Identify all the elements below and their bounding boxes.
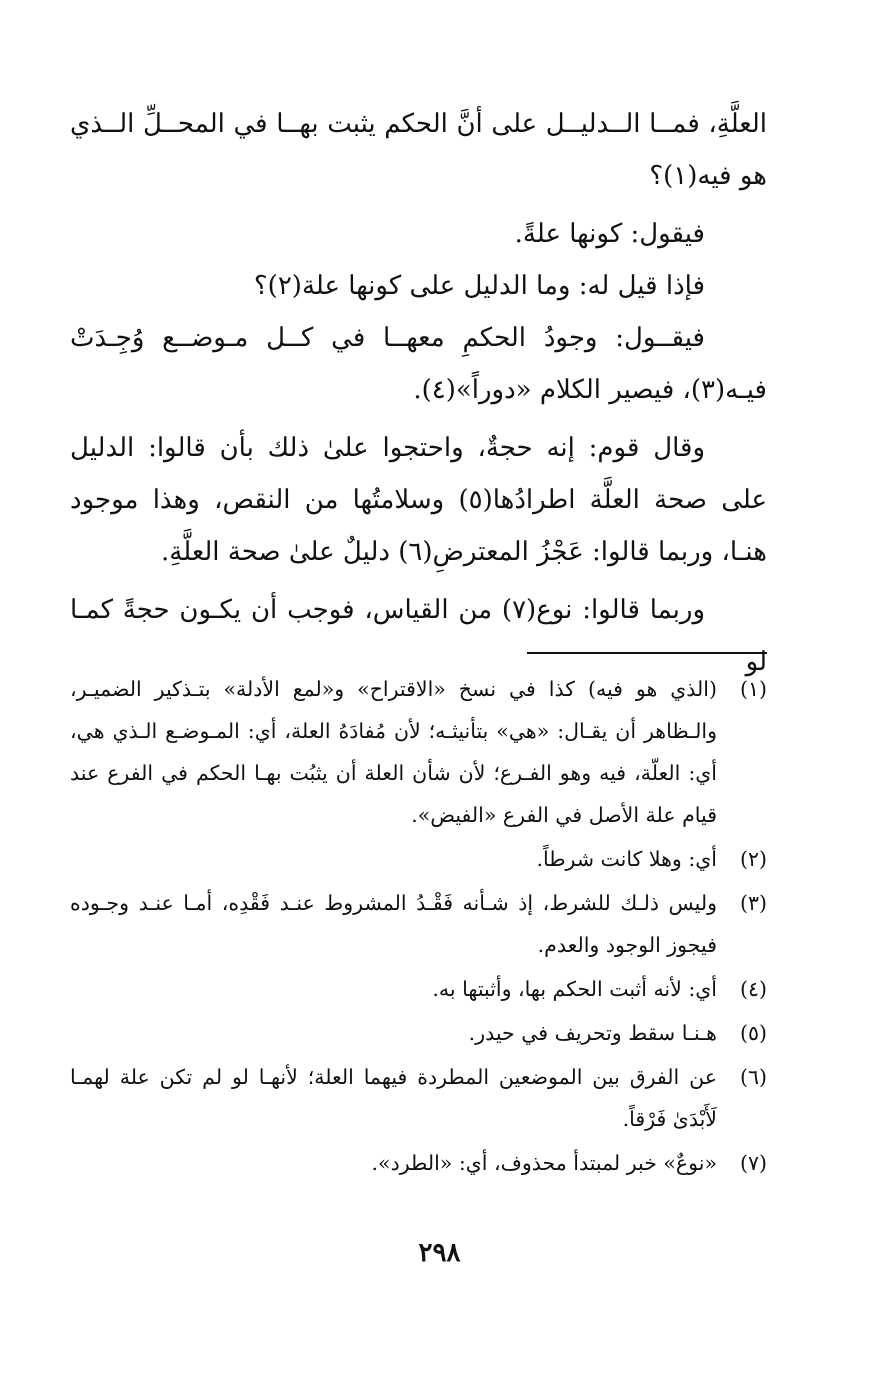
paragraph: العلَّةِ، فمــا الــدليــل على أنَّ الحكم يثبت بهــا في المحــلِّ الــذي هو فيه(١)؟: [70, 109, 767, 191]
paragraph: وقال قوم: إنه حجةٌ، واحتجوا علىٰ ذلك بأن قالوا: الدليل على صحة العلَّة اطرادُها(٥) وسلامتُها من النقص، وهذا موجود هنـا، وربما قالوا: عَجْزُ المعترضِ(٦) دليلٌ علىٰ صحة العلَّةِ.: [70, 433, 767, 567]
footnote-text: أي: وهلا كانت شرطاً.: [536, 847, 717, 871]
footnote: [70, 1056, 767, 1140]
paragraph: فيقول: كونها علةً.: [514, 219, 705, 249]
footnote-number: (٥): [739, 1021, 767, 1045]
footnote-text: «نوعٌ» خبر لمبتدأ محذوف، أي: «الطرد».: [371, 1151, 717, 1175]
footnote-separator: [527, 652, 767, 654]
footnote-number: (٣): [739, 891, 767, 915]
footnote: [70, 882, 767, 966]
footnote-number: (٢): [739, 847, 767, 871]
footnote: [70, 1142, 767, 1184]
footnote: [70, 838, 767, 880]
footnote-number: (١): [739, 677, 767, 701]
paragraph: فإذا قيل له: وما الدليل على كونها علة(٢)؟: [253, 271, 705, 301]
footnotes: [70, 668, 767, 1186]
footnote-text: هـنـا سقط وتحريف في حيدر.: [468, 1021, 717, 1045]
footnote-text: وليس ذلـك للشرط، إذ شـأنه فَقْـدُ المشروط عنـد فَقْدِه، أمـا عنـد وجـوده فيجوز الوجود والعدم.: [70, 891, 717, 957]
main-text: [70, 98, 767, 688]
page-number: ٢٩٨: [418, 1238, 461, 1268]
paragraph: فيقــول: وجودُ الحكمِ معهــا في كــل مـوضــع وُجِـدَتْ فيـه(٣)، فيصير الكلام «دوراً»(٤).: [70, 323, 767, 405]
footnote-number: (٦): [739, 1065, 767, 1089]
paragraph: وربما قالوا: نوع(٧) من القياس، فوجب أن يكـون حجةً كمـا لو: [70, 595, 767, 677]
footnote-text: (الذي هو فيه) كذا في نسخ «الاقتراح» و«لمع الأدلة» بتـذكير الضميـر، والـظاهر أن يقـال: «هي» بتأنيثـه؛ لأن مُفادَهُ العلة، أي: المـوضـع الـذي هي، أي: العلّة، فيه وهو الفـرع؛ لأن شأن العلة أن يثبُت بهـا الحكم في الفرع عند قيام علة الأصل في الفرع «الفيض».: [70, 677, 717, 827]
footnote-number: (٤): [739, 977, 767, 1001]
footnote-text: أي: لأنه أثبت الحكم بها، وأثبتها به.: [432, 977, 717, 1001]
footnote: [70, 1012, 767, 1054]
footnote: [70, 968, 767, 1010]
footnote-number: (٧): [739, 1151, 767, 1175]
footnote-text: عن الفرق بين الموضعين المطردة فيهما العلة؛ لأنهـا لو لم تكن علة لهمـا لَأَبْدَىٰ فَرْقاً.: [70, 1065, 717, 1131]
footnote: [70, 668, 767, 836]
